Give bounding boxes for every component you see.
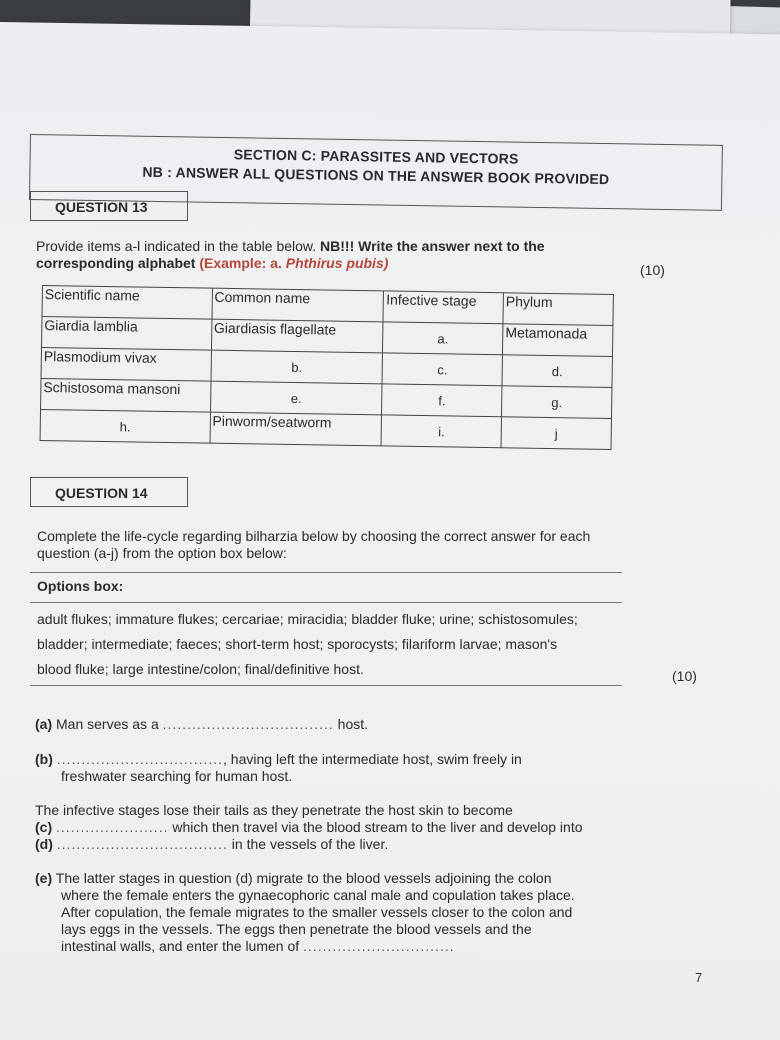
header-scientific-name: Scientific name bbox=[42, 286, 212, 320]
q13-instruction-a: Provide items a-l indicated in the table below. bbox=[36, 238, 321, 254]
question-13-instruction bbox=[36, 238, 626, 272]
options-line-2: bladder; intermediate; faeces; short-term host; sporocysts; filariform larvae; mason's bbox=[37, 636, 558, 652]
q14c-answer-blank: ....................... bbox=[56, 819, 169, 835]
q13-instruction-b: NB!!! Write the answer next to the corresponding alphabet bbox=[36, 238, 545, 271]
question-14b bbox=[35, 751, 615, 768]
options-line-1: adult flukes; immature flukes; cercariae; miracidia; bladder fluke; urine; schistosomules; bbox=[37, 611, 578, 627]
q14d-answer-blank: ................................... bbox=[56, 836, 228, 852]
q14e-line-4: lays eggs in the vessels. The eggs then penetrate the blood vessels and the bbox=[61, 921, 532, 937]
question-13-marks: (10) bbox=[640, 262, 665, 278]
question-14e bbox=[35, 870, 625, 887]
q13-example bbox=[199, 255, 388, 271]
table-cell: f. bbox=[382, 384, 502, 417]
q14d-text: in the vessels of the liver. bbox=[227, 836, 389, 852]
question-13-table bbox=[40, 285, 614, 450]
question-14a bbox=[35, 716, 595, 733]
table-cell: j bbox=[501, 417, 611, 450]
q14e-answer-blank: ............................... bbox=[303, 938, 455, 954]
header-phylum: Phylum bbox=[503, 293, 613, 326]
q14a-text-2: host. bbox=[333, 716, 369, 732]
q14a-text-1: Man serves as a bbox=[52, 716, 163, 732]
q14b-answer-blank: .................................. bbox=[56, 751, 224, 767]
table-cell: Giardia lamblia bbox=[42, 317, 212, 351]
question-13-label: QUESTION 13 bbox=[30, 191, 188, 221]
q14c-text: which then travel via the blood stream to the liver and develop into bbox=[168, 819, 583, 835]
q14b-text-2: freshwater searching for human host. bbox=[61, 768, 293, 784]
question-14c bbox=[35, 819, 625, 836]
q14e-line-5: intestinal walls, and enter the lumen of bbox=[61, 938, 304, 954]
question-14-intro: Complete the life-cycle regarding bilharzia below by choosing the correct answer for each question (a-j) from the option box below: bbox=[37, 528, 591, 561]
options-line-3: blood fluke; large intestine/colon; final/definitive host. bbox=[37, 661, 364, 677]
question-14-label: QUESTION 14 bbox=[30, 477, 188, 507]
options-box-title: Options box: bbox=[37, 578, 124, 594]
q13-example-a: (Example: a. bbox=[199, 255, 286, 271]
options-box-mid-rule bbox=[30, 602, 622, 603]
table-cell: h. bbox=[40, 409, 210, 443]
table-cell: g. bbox=[502, 386, 612, 419]
table-cell: i. bbox=[381, 415, 501, 448]
q14b-label: (b) bbox=[35, 751, 53, 767]
table-cell: Plasmodium vivax bbox=[41, 348, 211, 382]
q14e-line-5-wrap bbox=[61, 938, 621, 955]
table-cell: e. bbox=[210, 381, 382, 415]
section-title: SECTION C: PARASSITES AND VECTORS bbox=[233, 146, 519, 167]
q14e-line-3: After copulation, the female migrates to the smaller vessels closer to the colon and bbox=[61, 904, 573, 920]
header-common-name: Common name bbox=[212, 288, 384, 322]
q14d-label: (d) bbox=[35, 836, 53, 852]
table-cell: Metamonada bbox=[503, 324, 613, 357]
question-14-marks: (10) bbox=[672, 668, 697, 684]
table-cell: Giardiasis flagellate bbox=[211, 319, 383, 353]
section-note: NB : ANSWER ALL QUESTIONS ON THE ANSWER BOOK PROVIDED bbox=[142, 163, 610, 188]
page-number: 7 bbox=[695, 970, 703, 985]
q14a-label: (a) bbox=[35, 716, 53, 732]
table-cell: Schistosoma mansoni bbox=[41, 378, 211, 412]
table-cell: Pinworm/seatworm bbox=[210, 412, 382, 446]
table-cell: d. bbox=[502, 355, 612, 388]
options-box-bottom-rule bbox=[30, 685, 622, 686]
header-infective-stage: Infective stage bbox=[383, 291, 503, 324]
q14e-label: (e) bbox=[35, 870, 53, 886]
q14a-answer-blank: ................................... bbox=[162, 716, 334, 732]
options-box-top-rule bbox=[30, 572, 622, 573]
table-cell: a. bbox=[383, 322, 503, 355]
q14e-line-2: where the female enters the gynaecophoric canal male and copulation takes place. bbox=[61, 887, 575, 903]
q14b-text-1: , having left the intermediate host, swim freely in bbox=[223, 751, 522, 767]
q14-cd-intro: The infective stages lose their tails as they penetrate the host skin to become bbox=[35, 802, 513, 818]
q14e-line-1: The latter stages in question (d) migrate to the blood vessels adjoining the colon bbox=[52, 870, 552, 886]
question-14d bbox=[35, 836, 625, 853]
q14c-label: (c) bbox=[35, 819, 53, 835]
table-cell: c. bbox=[382, 353, 502, 386]
q13-example-b: Phthirus pubis) bbox=[285, 255, 389, 271]
table-cell: b. bbox=[211, 350, 383, 384]
